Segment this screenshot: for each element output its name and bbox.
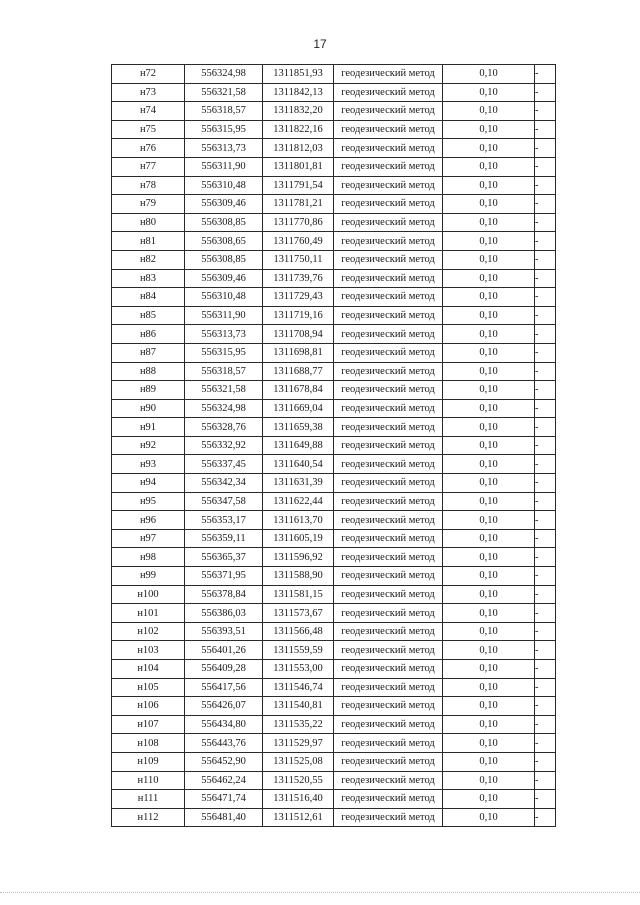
y-coordinate-cell: 1311812,03 — [263, 139, 334, 158]
y-coordinate-cell: 1311770,86 — [263, 213, 334, 232]
table-row — [112, 771, 556, 790]
point-name-cell: н100 — [112, 585, 185, 604]
accuracy-cell: 0,10 — [443, 436, 535, 455]
accuracy-cell: 0,10 — [443, 790, 535, 809]
table-row — [112, 418, 556, 437]
point-name-cell: н105 — [112, 678, 185, 697]
table-row — [112, 195, 556, 214]
x-coordinate-cell: 556393,51 — [185, 622, 263, 641]
y-coordinate-cell: 1311631,39 — [263, 474, 334, 493]
point-name-cell: н98 — [112, 548, 185, 567]
y-coordinate-cell: 1311581,15 — [263, 585, 334, 604]
accuracy-cell: 0,10 — [443, 232, 535, 251]
coordinates-table-body — [112, 65, 556, 827]
point-name-cell: н85 — [112, 306, 185, 325]
y-coordinate-cell: 1311760,49 — [263, 232, 334, 251]
point-name-cell: н88 — [112, 362, 185, 381]
y-coordinate-cell: 1311688,77 — [263, 362, 334, 381]
point-name-cell: н75 — [112, 120, 185, 139]
accuracy-cell: 0,10 — [443, 176, 535, 195]
note-cell: - — [535, 715, 556, 734]
table-row — [112, 622, 556, 641]
x-coordinate-cell: 556332,92 — [185, 436, 263, 455]
accuracy-cell: 0,10 — [443, 120, 535, 139]
x-coordinate-cell: 556324,98 — [185, 399, 263, 418]
y-coordinate-cell: 1311698,81 — [263, 343, 334, 362]
point-name-cell: н77 — [112, 157, 185, 176]
point-name-cell: н83 — [112, 269, 185, 288]
accuracy-cell: 0,10 — [443, 306, 535, 325]
x-coordinate-cell: 556365,37 — [185, 548, 263, 567]
accuracy-cell: 0,10 — [443, 511, 535, 530]
point-name-cell: н102 — [112, 622, 185, 641]
page-bottom-edge — [0, 892, 640, 893]
table-row — [112, 641, 556, 660]
table-row — [112, 529, 556, 548]
note-cell: - — [535, 678, 556, 697]
y-coordinate-cell: 1311546,74 — [263, 678, 334, 697]
x-coordinate-cell: 556337,45 — [185, 455, 263, 474]
y-coordinate-cell: 1311622,44 — [263, 492, 334, 511]
y-coordinate-cell: 1311750,11 — [263, 250, 334, 269]
method-cell: геодезический метод — [334, 604, 443, 623]
table-row — [112, 343, 556, 362]
table-row — [112, 790, 556, 809]
x-coordinate-cell: 556386,03 — [185, 604, 263, 623]
note-cell: - — [535, 157, 556, 176]
note-cell: - — [535, 306, 556, 325]
table-row — [112, 808, 556, 827]
method-cell: геодезический метод — [334, 567, 443, 586]
y-coordinate-cell: 1311516,40 — [263, 790, 334, 809]
point-name-cell: н78 — [112, 176, 185, 195]
point-name-cell: н111 — [112, 790, 185, 809]
table-row — [112, 752, 556, 771]
x-coordinate-cell: 556342,34 — [185, 474, 263, 493]
y-coordinate-cell: 1311559,59 — [263, 641, 334, 660]
y-coordinate-cell: 1311512,61 — [263, 808, 334, 827]
point-name-cell: н82 — [112, 250, 185, 269]
accuracy-cell: 0,10 — [443, 604, 535, 623]
note-cell: - — [535, 102, 556, 121]
point-name-cell: н96 — [112, 511, 185, 530]
note-cell: - — [535, 660, 556, 679]
accuracy-cell: 0,10 — [443, 325, 535, 344]
x-coordinate-cell: 556308,85 — [185, 250, 263, 269]
method-cell: геодезический метод — [334, 343, 443, 362]
note-cell: - — [535, 474, 556, 493]
table-row — [112, 660, 556, 679]
note-cell: - — [535, 250, 556, 269]
x-coordinate-cell: 556481,40 — [185, 808, 263, 827]
accuracy-cell: 0,10 — [443, 734, 535, 753]
table-row — [112, 362, 556, 381]
y-coordinate-cell: 1311649,88 — [263, 436, 334, 455]
accuracy-cell: 0,10 — [443, 381, 535, 400]
accuracy-cell: 0,10 — [443, 492, 535, 511]
note-cell: - — [535, 176, 556, 195]
y-coordinate-cell: 1311791,54 — [263, 176, 334, 195]
table-row — [112, 83, 556, 102]
accuracy-cell: 0,10 — [443, 102, 535, 121]
note-cell: - — [535, 418, 556, 437]
note-cell: - — [535, 213, 556, 232]
accuracy-cell: 0,10 — [443, 622, 535, 641]
point-name-cell: н80 — [112, 213, 185, 232]
y-coordinate-cell: 1311573,67 — [263, 604, 334, 623]
accuracy-cell: 0,10 — [443, 343, 535, 362]
x-coordinate-cell: 556409,28 — [185, 660, 263, 679]
table-row — [112, 269, 556, 288]
x-coordinate-cell: 556313,73 — [185, 139, 263, 158]
note-cell: - — [535, 734, 556, 753]
note-cell: - — [535, 381, 556, 400]
x-coordinate-cell: 556309,46 — [185, 195, 263, 214]
x-coordinate-cell: 556324,98 — [185, 65, 263, 84]
method-cell: геодезический метод — [334, 157, 443, 176]
y-coordinate-cell: 1311588,90 — [263, 567, 334, 586]
accuracy-cell: 0,10 — [443, 660, 535, 679]
y-coordinate-cell: 1311832,20 — [263, 102, 334, 121]
y-coordinate-cell: 1311801,81 — [263, 157, 334, 176]
x-coordinate-cell: 556309,46 — [185, 269, 263, 288]
accuracy-cell: 0,10 — [443, 548, 535, 567]
point-name-cell: н103 — [112, 641, 185, 660]
method-cell: геодезический метод — [334, 399, 443, 418]
accuracy-cell: 0,10 — [443, 83, 535, 102]
method-cell: геодезический метод — [334, 752, 443, 771]
note-cell: - — [535, 511, 556, 530]
y-coordinate-cell: 1311640,54 — [263, 455, 334, 474]
note-cell: - — [535, 529, 556, 548]
table-row — [112, 102, 556, 121]
y-coordinate-cell: 1311719,16 — [263, 306, 334, 325]
note-cell: - — [535, 548, 556, 567]
point-name-cell: н76 — [112, 139, 185, 158]
method-cell: геодезический метод — [334, 808, 443, 827]
x-coordinate-cell: 556443,76 — [185, 734, 263, 753]
method-cell: геодезический метод — [334, 250, 443, 269]
point-name-cell: н74 — [112, 102, 185, 121]
table-row — [112, 511, 556, 530]
x-coordinate-cell: 556401,26 — [185, 641, 263, 660]
note-cell: - — [535, 288, 556, 307]
note-cell: - — [535, 436, 556, 455]
accuracy-cell: 0,10 — [443, 399, 535, 418]
note-cell: - — [535, 455, 556, 474]
point-name-cell: н108 — [112, 734, 185, 753]
x-coordinate-cell: 556318,57 — [185, 102, 263, 121]
accuracy-cell: 0,10 — [443, 250, 535, 269]
method-cell: геодезический метод — [334, 511, 443, 530]
accuracy-cell: 0,10 — [443, 288, 535, 307]
x-coordinate-cell: 556462,24 — [185, 771, 263, 790]
point-name-cell: н91 — [112, 418, 185, 437]
accuracy-cell: 0,10 — [443, 157, 535, 176]
table-row — [112, 250, 556, 269]
table-row — [112, 697, 556, 716]
y-coordinate-cell: 1311525,08 — [263, 752, 334, 771]
x-coordinate-cell: 556318,57 — [185, 362, 263, 381]
point-name-cell: н90 — [112, 399, 185, 418]
table-row — [112, 399, 556, 418]
note-cell: - — [535, 771, 556, 790]
table-row — [112, 325, 556, 344]
point-name-cell: н72 — [112, 65, 185, 84]
point-name-cell: н107 — [112, 715, 185, 734]
x-coordinate-cell: 556347,58 — [185, 492, 263, 511]
table-row — [112, 176, 556, 195]
x-coordinate-cell: 556310,48 — [185, 176, 263, 195]
method-cell: геодезический метод — [334, 715, 443, 734]
method-cell: геодезический метод — [334, 548, 443, 567]
point-name-cell: н109 — [112, 752, 185, 771]
point-name-cell: н86 — [112, 325, 185, 344]
method-cell: геодезический метод — [334, 418, 443, 437]
method-cell: геодезический метод — [334, 195, 443, 214]
y-coordinate-cell: 1311613,70 — [263, 511, 334, 530]
note-cell: - — [535, 120, 556, 139]
method-cell: геодезический метод — [334, 660, 443, 679]
accuracy-cell: 0,10 — [443, 678, 535, 697]
table-row — [112, 436, 556, 455]
x-coordinate-cell: 556452,90 — [185, 752, 263, 771]
y-coordinate-cell: 1311851,93 — [263, 65, 334, 84]
y-coordinate-cell: 1311739,76 — [263, 269, 334, 288]
accuracy-cell: 0,10 — [443, 752, 535, 771]
y-coordinate-cell: 1311842,13 — [263, 83, 334, 102]
note-cell: - — [535, 641, 556, 660]
y-coordinate-cell: 1311596,92 — [263, 548, 334, 567]
x-coordinate-cell: 556359,11 — [185, 529, 263, 548]
x-coordinate-cell: 556311,90 — [185, 306, 263, 325]
table-row — [112, 548, 556, 567]
point-name-cell: н112 — [112, 808, 185, 827]
accuracy-cell: 0,10 — [443, 529, 535, 548]
table-row — [112, 604, 556, 623]
table-row — [112, 567, 556, 586]
point-name-cell: н104 — [112, 660, 185, 679]
table-row — [112, 139, 556, 158]
table-row — [112, 492, 556, 511]
accuracy-cell: 0,10 — [443, 641, 535, 660]
method-cell: геодезический метод — [334, 176, 443, 195]
point-name-cell: н97 — [112, 529, 185, 548]
x-coordinate-cell: 556426,07 — [185, 697, 263, 716]
point-name-cell: н81 — [112, 232, 185, 251]
note-cell: - — [535, 195, 556, 214]
accuracy-cell: 0,10 — [443, 585, 535, 604]
point-name-cell: н87 — [112, 343, 185, 362]
x-coordinate-cell: 556308,85 — [185, 213, 263, 232]
accuracy-cell: 0,10 — [443, 455, 535, 474]
table-row — [112, 306, 556, 325]
table-row — [112, 381, 556, 400]
table-row — [112, 65, 556, 84]
table-row — [112, 455, 556, 474]
method-cell: геодезический метод — [334, 474, 443, 493]
x-coordinate-cell: 556434,80 — [185, 715, 263, 734]
y-coordinate-cell: 1311535,22 — [263, 715, 334, 734]
y-coordinate-cell: 1311605,19 — [263, 529, 334, 548]
method-cell: геодезический метод — [334, 455, 443, 474]
y-coordinate-cell: 1311659,38 — [263, 418, 334, 437]
method-cell: геодезический метод — [334, 641, 443, 660]
point-name-cell: н99 — [112, 567, 185, 586]
x-coordinate-cell: 556417,56 — [185, 678, 263, 697]
note-cell: - — [535, 790, 556, 809]
method-cell: геодезический метод — [334, 492, 443, 511]
page-number: 17 — [313, 37, 327, 51]
point-name-cell: н89 — [112, 381, 185, 400]
method-cell: геодезический метод — [334, 697, 443, 716]
y-coordinate-cell: 1311540,81 — [263, 697, 334, 716]
point-name-cell: н92 — [112, 436, 185, 455]
accuracy-cell: 0,10 — [443, 139, 535, 158]
accuracy-cell: 0,10 — [443, 362, 535, 381]
accuracy-cell: 0,10 — [443, 213, 535, 232]
x-coordinate-cell: 556310,48 — [185, 288, 263, 307]
method-cell: геодезический метод — [334, 436, 443, 455]
x-coordinate-cell: 556328,76 — [185, 418, 263, 437]
note-cell: - — [535, 697, 556, 716]
method-cell: геодезический метод — [334, 269, 443, 288]
note-cell: - — [535, 325, 556, 344]
method-cell: геодезический метод — [334, 325, 443, 344]
accuracy-cell: 0,10 — [443, 65, 535, 84]
x-coordinate-cell: 556321,58 — [185, 83, 263, 102]
accuracy-cell: 0,10 — [443, 269, 535, 288]
note-cell: - — [535, 808, 556, 827]
table-row — [112, 585, 556, 604]
note-cell: - — [535, 622, 556, 641]
method-cell: геодезический метод — [334, 213, 443, 232]
y-coordinate-cell: 1311566,48 — [263, 622, 334, 641]
method-cell: геодезический метод — [334, 771, 443, 790]
table-row — [112, 734, 556, 753]
note-cell: - — [535, 232, 556, 251]
note-cell: - — [535, 269, 556, 288]
x-coordinate-cell: 556313,73 — [185, 325, 263, 344]
note-cell: - — [535, 362, 556, 381]
table-row — [112, 678, 556, 697]
x-coordinate-cell: 556315,95 — [185, 343, 263, 362]
note-cell: - — [535, 399, 556, 418]
x-coordinate-cell: 556353,17 — [185, 511, 263, 530]
method-cell: геодезический метод — [334, 734, 443, 753]
accuracy-cell: 0,10 — [443, 808, 535, 827]
method-cell: геодезический метод — [334, 362, 443, 381]
method-cell: геодезический метод — [334, 306, 443, 325]
accuracy-cell: 0,10 — [443, 195, 535, 214]
table-row — [112, 715, 556, 734]
y-coordinate-cell: 1311822,16 — [263, 120, 334, 139]
note-cell: - — [535, 752, 556, 771]
coordinates-table — [111, 64, 556, 827]
accuracy-cell: 0,10 — [443, 418, 535, 437]
point-name-cell: н95 — [112, 492, 185, 511]
method-cell: геодезический метод — [334, 288, 443, 307]
x-coordinate-cell: 556308,65 — [185, 232, 263, 251]
y-coordinate-cell: 1311729,43 — [263, 288, 334, 307]
note-cell: - — [535, 604, 556, 623]
accuracy-cell: 0,10 — [443, 771, 535, 790]
x-coordinate-cell: 556311,90 — [185, 157, 263, 176]
y-coordinate-cell: 1311708,94 — [263, 325, 334, 344]
note-cell: - — [535, 139, 556, 158]
y-coordinate-cell: 1311678,84 — [263, 381, 334, 400]
x-coordinate-cell: 556471,74 — [185, 790, 263, 809]
accuracy-cell: 0,10 — [443, 474, 535, 493]
point-name-cell: н73 — [112, 83, 185, 102]
note-cell: - — [535, 343, 556, 362]
point-name-cell: н106 — [112, 697, 185, 716]
method-cell: геодезический метод — [334, 622, 443, 641]
table-row — [112, 474, 556, 493]
method-cell: геодезический метод — [334, 381, 443, 400]
note-cell: - — [535, 65, 556, 84]
point-name-cell: н101 — [112, 604, 185, 623]
point-name-cell: н94 — [112, 474, 185, 493]
y-coordinate-cell: 1311781,21 — [263, 195, 334, 214]
x-coordinate-cell: 556378,84 — [185, 585, 263, 604]
table-row — [112, 157, 556, 176]
method-cell: геодезический метод — [334, 83, 443, 102]
y-coordinate-cell: 1311529,97 — [263, 734, 334, 753]
y-coordinate-cell: 1311669,04 — [263, 399, 334, 418]
table-row — [112, 288, 556, 307]
method-cell: геодезический метод — [334, 585, 443, 604]
point-name-cell: н79 — [112, 195, 185, 214]
method-cell: геодезический метод — [334, 139, 443, 158]
accuracy-cell: 0,10 — [443, 697, 535, 716]
method-cell: геодезический метод — [334, 790, 443, 809]
accuracy-cell: 0,10 — [443, 567, 535, 586]
method-cell: геодезический метод — [334, 65, 443, 84]
y-coordinate-cell: 1311520,55 — [263, 771, 334, 790]
accuracy-cell: 0,10 — [443, 715, 535, 734]
method-cell: геодезический метод — [334, 120, 443, 139]
table-row — [112, 213, 556, 232]
method-cell: геодезический метод — [334, 232, 443, 251]
table-row — [112, 232, 556, 251]
note-cell: - — [535, 83, 556, 102]
method-cell: геодезический метод — [334, 529, 443, 548]
y-coordinate-cell: 1311553,00 — [263, 660, 334, 679]
method-cell: геодезический метод — [334, 102, 443, 121]
table-row — [112, 120, 556, 139]
x-coordinate-cell: 556371,95 — [185, 567, 263, 586]
point-name-cell: н84 — [112, 288, 185, 307]
note-cell: - — [535, 492, 556, 511]
point-name-cell: н93 — [112, 455, 185, 474]
x-coordinate-cell: 556321,58 — [185, 381, 263, 400]
x-coordinate-cell: 556315,95 — [185, 120, 263, 139]
point-name-cell: н110 — [112, 771, 185, 790]
note-cell: - — [535, 585, 556, 604]
note-cell: - — [535, 567, 556, 586]
method-cell: геодезический метод — [334, 678, 443, 697]
